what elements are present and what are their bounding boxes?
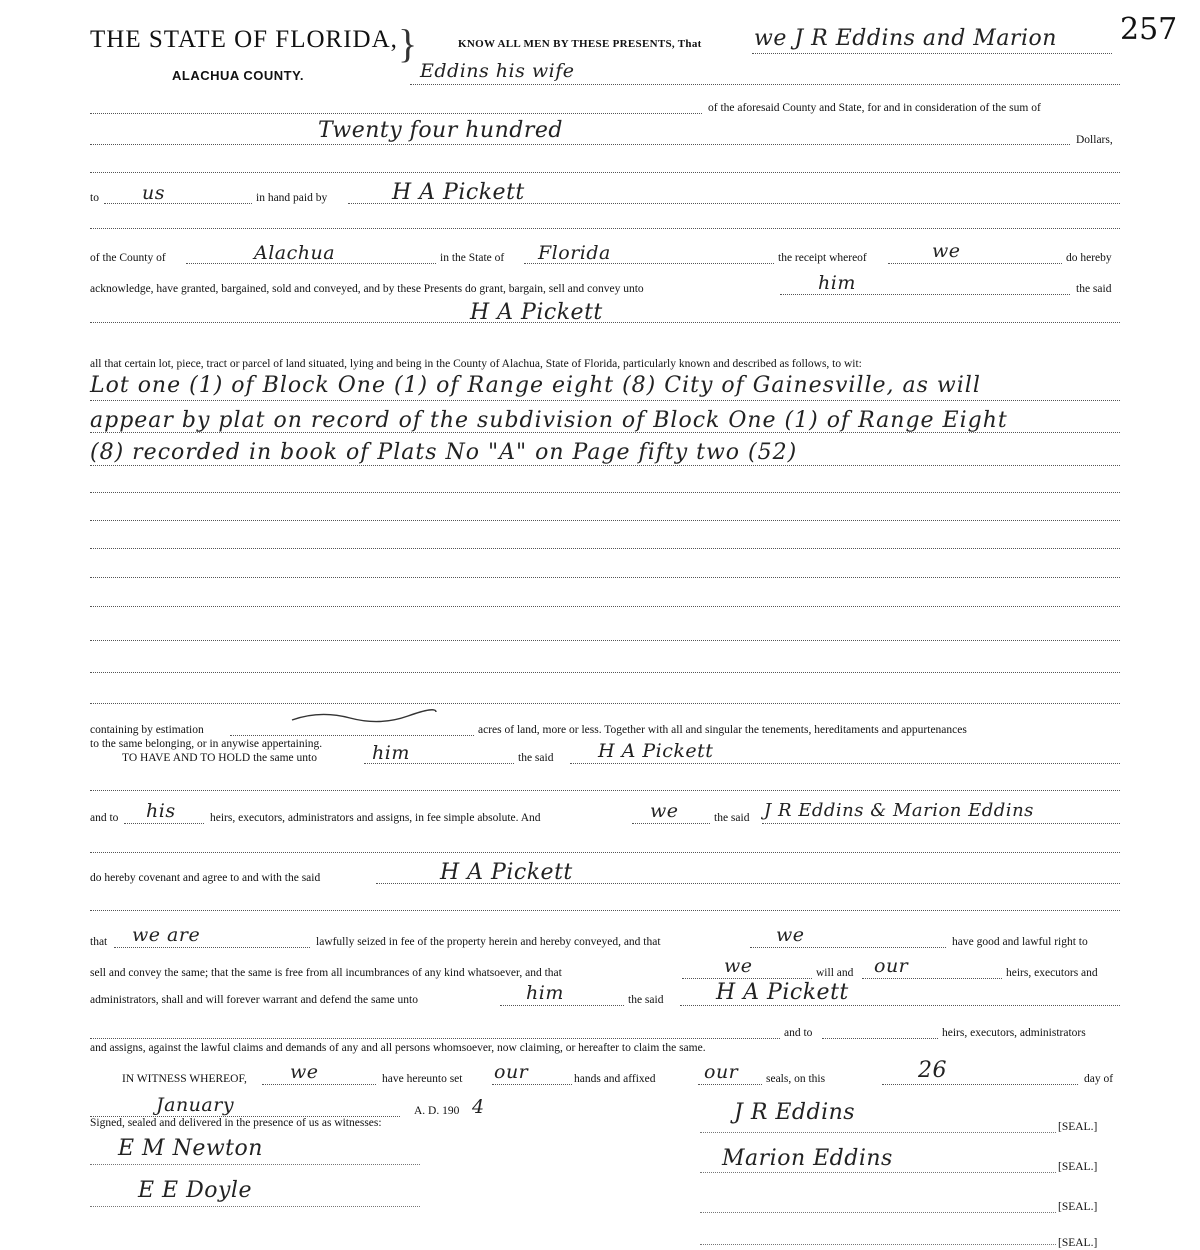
will-label: will and	[816, 967, 854, 979]
fill-line	[90, 640, 1120, 641]
that-label: that	[90, 936, 108, 948]
fill-line	[762, 823, 1120, 824]
witness-we-value: we	[290, 1061, 319, 1083]
habendum-unto-value: him	[372, 742, 410, 764]
fill-line	[750, 947, 946, 948]
signature-line	[700, 1212, 1056, 1213]
and-to-label: and to	[90, 812, 119, 824]
fill-line	[90, 910, 1120, 911]
fill-line	[680, 1005, 1120, 1006]
fill-line	[262, 1084, 376, 1085]
fill-line	[104, 203, 252, 204]
county-value: Alachua	[254, 242, 336, 264]
receipt-label: the receipt whereof	[778, 252, 867, 264]
fill-line	[90, 1038, 780, 1039]
warrant-text: administrators, shall and will forever warrant and defend the same unto	[90, 994, 418, 1006]
fill-line	[90, 432, 1120, 433]
heirs-grantors-value: J R Eddins & Marion Eddins	[764, 800, 1034, 821]
signature-line	[700, 1172, 1056, 1173]
grantor-signature-1: J R Eddins	[734, 1100, 856, 1125]
habendum-text: TO HAVE AND TO HOLD the same unto	[122, 752, 317, 764]
fill-line	[822, 1038, 938, 1039]
seal-label-1: [SEAL.]	[1058, 1121, 1098, 1133]
fill-line	[124, 823, 204, 824]
fill-line	[524, 263, 774, 264]
sell-our-value: our	[874, 955, 909, 977]
state-of-label: in the State of	[440, 252, 505, 264]
sell-we-value: we	[724, 955, 753, 977]
seized-that-value: we are	[132, 924, 201, 946]
month-value: January	[156, 1094, 235, 1116]
conveyance-unto-value: him	[818, 272, 856, 294]
witness-our2: our	[704, 1061, 739, 1083]
fill-line	[348, 203, 1120, 204]
year-digit: 4	[472, 1096, 485, 1118]
signature-line	[90, 1206, 420, 1207]
seized-we-value: we	[776, 924, 805, 946]
fill-line	[492, 1084, 572, 1085]
fill-line	[186, 263, 436, 264]
acres-text: acres of land, more or less. Together with all and singular the tenements, hereditaments and appurtenances	[478, 724, 967, 736]
habendum-grantee: H A Pickett	[598, 740, 714, 762]
claims-heirs-label: heirs, executors, administrators	[942, 1027, 1086, 1039]
fill-line	[90, 672, 1120, 673]
fill-line	[90, 606, 1120, 607]
fill-line	[90, 144, 1070, 145]
land-description-line3: (8) recorded in book of Plats No "A" on Page fifty two (52)	[90, 440, 798, 465]
grantors-line2: Eddins his wife	[420, 60, 575, 82]
do-hereby-label: do hereby	[1066, 252, 1112, 264]
witness-signature-1: E M Newton	[118, 1136, 263, 1161]
fill-line	[90, 322, 1120, 323]
brace: }	[398, 21, 418, 66]
witness-label: IN WITNESS WHEREOF,	[122, 1073, 247, 1085]
county-label: ALACHUA COUNTY.	[172, 68, 304, 83]
witness-our1: our	[494, 1061, 529, 1083]
day-of-label: day of	[1084, 1073, 1114, 1085]
claims-text: and assigns, against the lawful claims and demands of any and all persons whomsoever, now claiming, or hereafter to claim the same.	[90, 1042, 706, 1054]
land-description-line2: appear by plat on record of the subdivision of Block One (1) of Range Eight	[90, 408, 1008, 433]
signed-label: Signed, sealed and delivered in the presence of us as witnesses:	[90, 1117, 382, 1129]
fill-line	[882, 1084, 1078, 1085]
fill-line	[90, 520, 1120, 521]
heirs-the-said: the said	[714, 812, 750, 824]
to-label: to	[90, 192, 99, 204]
warrant-the-said: the said	[628, 994, 664, 1006]
signature-line	[700, 1244, 1056, 1245]
set-label: have hereunto set	[382, 1073, 463, 1085]
county-of-label: of the County of	[90, 252, 166, 264]
covenant-label: do hereby covenant and agree to and with the said	[90, 872, 321, 884]
conveyance-text: acknowledge, have granted, bargained, sold and conveyed, and by these Presents do grant, bargain, sell and convey unto	[90, 283, 644, 295]
to-value: us	[142, 182, 165, 204]
paid-by-value: H A Pickett	[392, 180, 525, 205]
fill-line	[90, 228, 1120, 229]
covenant-value: H A Pickett	[440, 860, 573, 885]
fill-line	[230, 735, 474, 736]
heirs-his-value: his	[146, 800, 176, 822]
day-value: 26	[918, 1058, 947, 1083]
heirs-exec-label: heirs, executors and	[1006, 967, 1098, 979]
warrant-unto-value: him	[526, 982, 564, 1004]
fill-line	[90, 172, 1120, 173]
heirs-text: heirs, executors, administrators and assigns, in fee simple absolute. And	[210, 812, 541, 824]
belonging-text: to the same belonging, or in anywise appertaining.	[90, 738, 323, 750]
fill-line	[114, 947, 310, 948]
signature-line	[700, 1132, 1056, 1133]
fill-line	[752, 53, 1112, 54]
fill-line	[90, 113, 702, 114]
heirs-and-value: we	[650, 800, 679, 822]
know-all-men-text: KNOW ALL MEN BY THESE PRESENTS, That	[458, 38, 702, 50]
signature-line	[90, 1164, 420, 1165]
fill-line	[780, 294, 1070, 295]
claims-and-to: and to	[784, 1027, 813, 1039]
fill-line	[888, 263, 1062, 264]
ad-label: A. D. 190	[414, 1105, 460, 1117]
consideration-amount: Twenty four hundred	[318, 118, 563, 143]
receipt-value: we	[932, 240, 961, 262]
seal-label-2: [SEAL.]	[1058, 1161, 1098, 1173]
grantor-signature-2: Marion Eddins	[722, 1146, 893, 1171]
state-value: Florida	[538, 242, 611, 264]
witness-signature-2: E E Doyle	[138, 1178, 252, 1203]
fill-line	[90, 400, 1120, 401]
fill-line	[90, 703, 1120, 704]
in-hand-label: in hand paid by	[256, 192, 328, 204]
fill-line	[500, 1005, 624, 1006]
habendum-the-said: the said	[518, 752, 554, 764]
page-number: 257	[1120, 12, 1178, 47]
fill-line	[862, 978, 1002, 979]
fill-line	[570, 763, 1120, 764]
fill-line	[90, 548, 1120, 549]
seals-label: seals, on this	[766, 1073, 826, 1085]
estimation-dash-mark	[290, 708, 440, 726]
fill-line	[90, 790, 1120, 791]
grantors-line1: we J R Eddins and Marion	[754, 26, 1057, 51]
fill-line	[376, 883, 1120, 884]
state-title: THE STATE OF FLORIDA,	[90, 26, 398, 53]
fill-line	[410, 84, 1120, 85]
estimation-label: containing by estimation	[90, 724, 204, 736]
fill-line	[682, 978, 812, 979]
hands-label: hands and affixed	[574, 1073, 656, 1085]
fill-line	[632, 823, 710, 824]
warrant-grantee: H A Pickett	[716, 980, 849, 1005]
seal-label-4: [SEAL.]	[1058, 1237, 1098, 1249]
fill-line	[90, 852, 1120, 853]
dollars-label: Dollars,	[1076, 134, 1113, 146]
fill-line	[90, 465, 1120, 466]
right-label: have good and lawful right to	[952, 936, 1088, 948]
sell-text: sell and convey the same; that the same is free from all incumbrances of any kind whatsoever, and that	[90, 967, 562, 979]
fill-line	[364, 763, 514, 764]
fill-line	[90, 492, 1120, 493]
fill-line	[698, 1084, 762, 1085]
the-said-label: the said	[1076, 283, 1112, 295]
conveyance-grantee: H A Pickett	[470, 300, 603, 325]
land-intro: all that certain lot, piece, tract or parcel of land situated, lying and being in the County of Alachua, State of Florida, particularly known and described as follows, to wit:	[90, 358, 862, 370]
consideration-label: of the aforesaid County and State, for and in consideration of the sum of	[708, 102, 1041, 114]
fill-line	[90, 577, 1120, 578]
seal-label-3: [SEAL.]	[1058, 1201, 1098, 1213]
land-description-line1: Lot one (1) of Block One (1) of Range eight (8) City of Gainesville, as will	[90, 373, 981, 398]
seized-text: lawfully seized in fee of the property herein and hereby conveyed, and that	[316, 936, 661, 948]
